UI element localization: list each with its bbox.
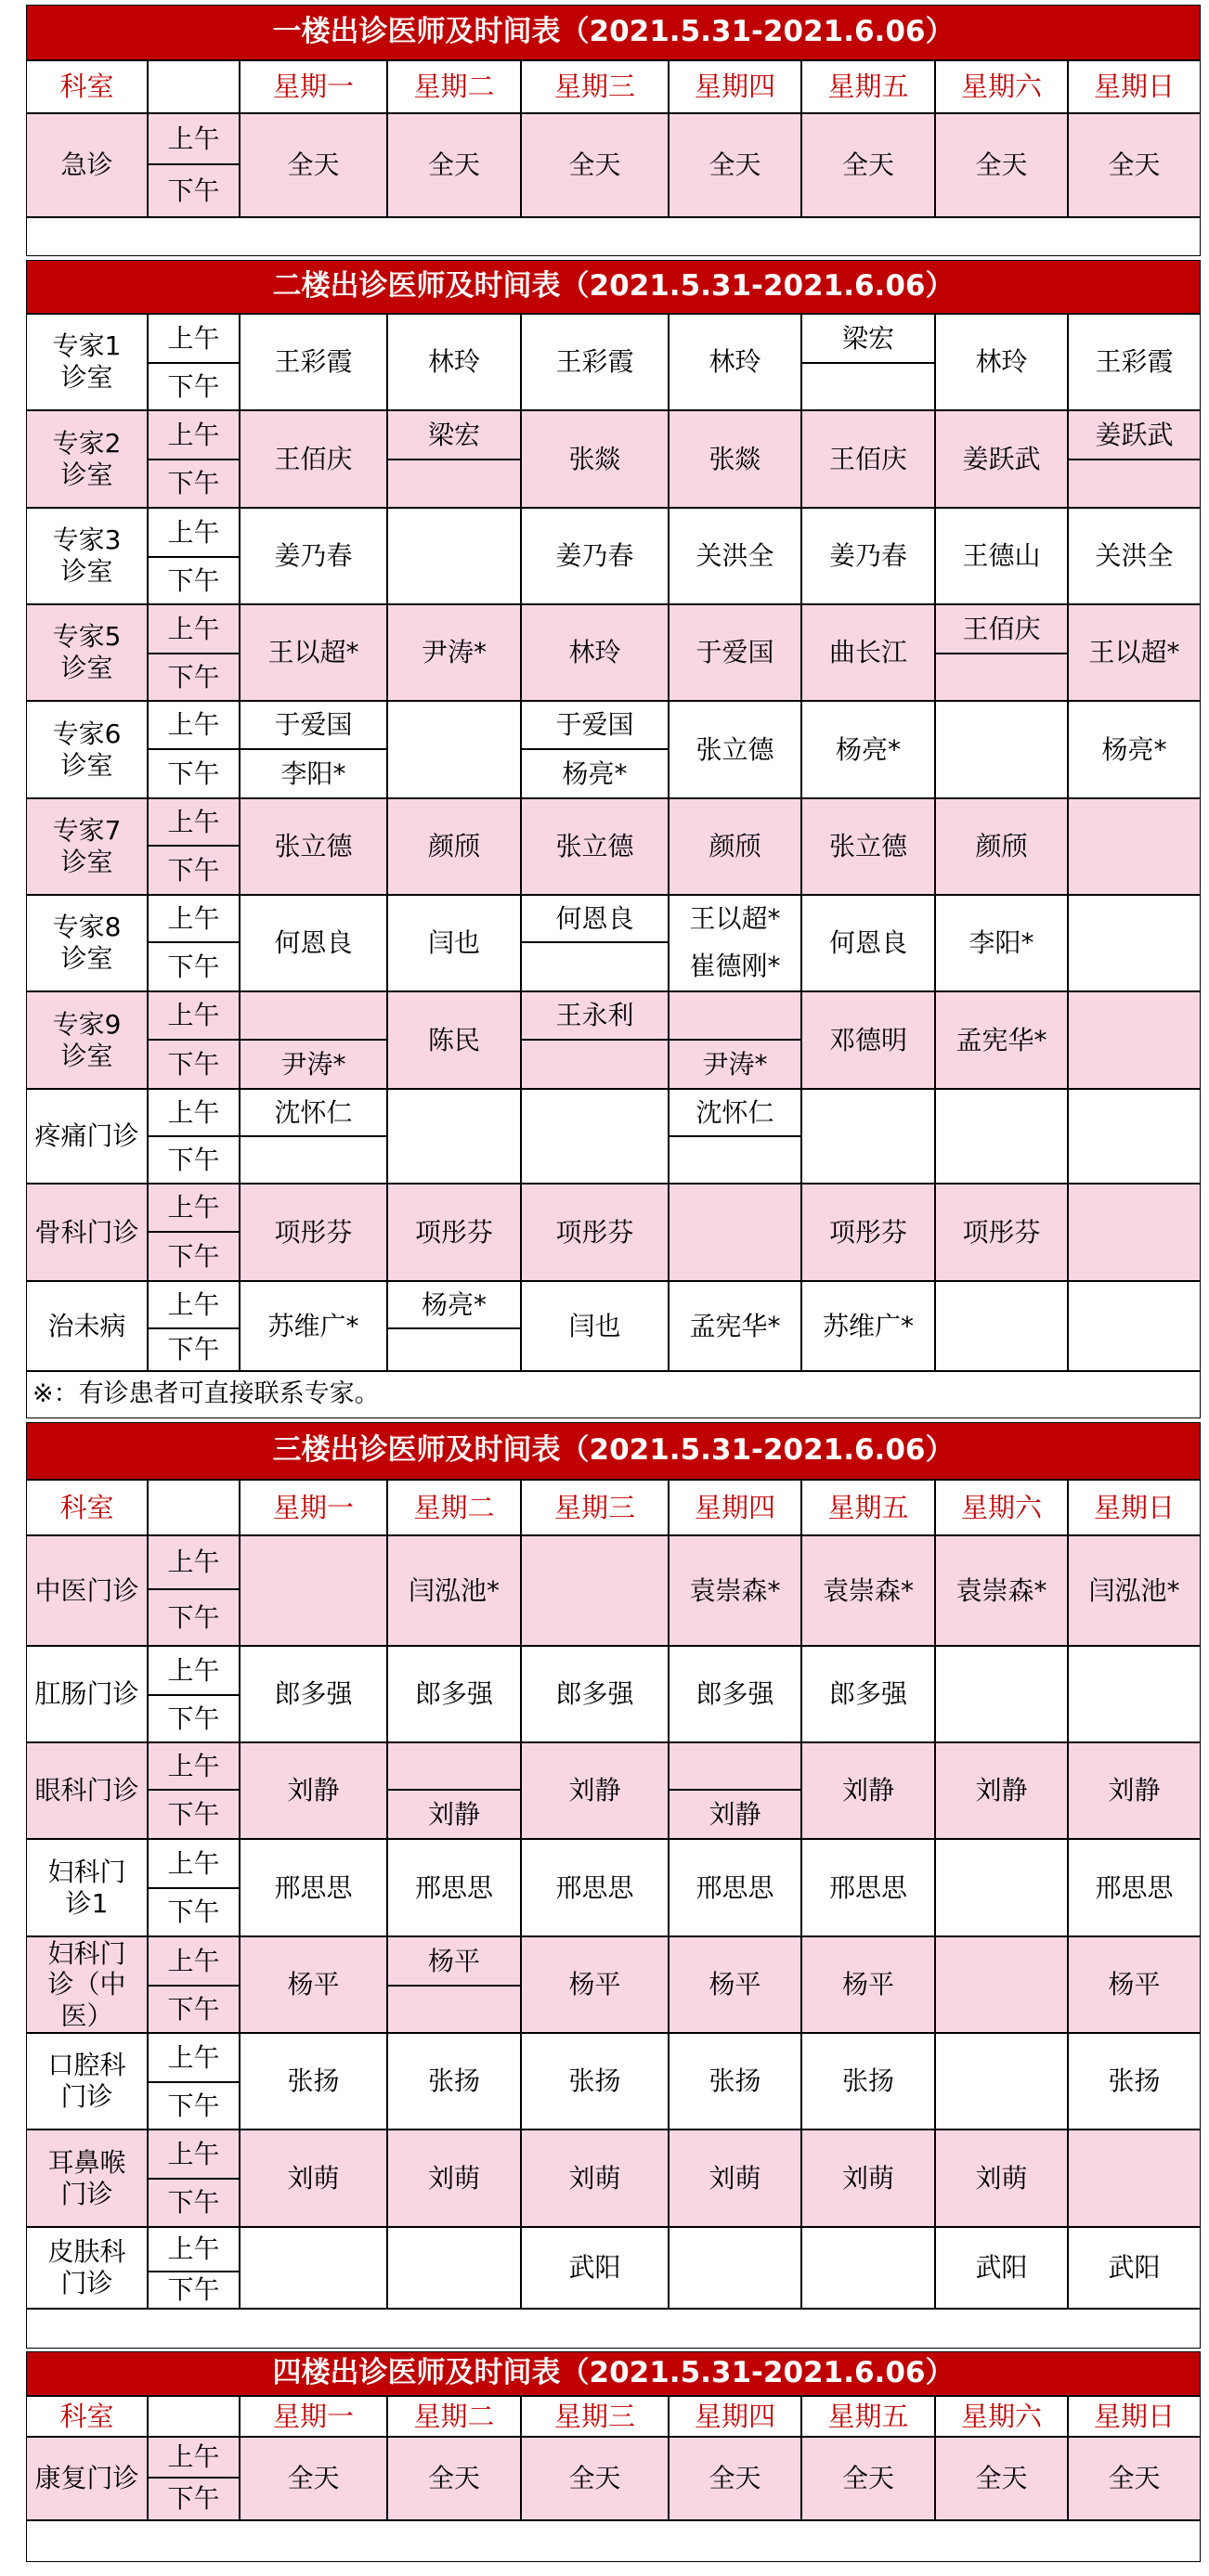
am-label: 上午: [148, 2129, 240, 2179]
dept-name: 专家5诊室: [26, 604, 148, 701]
dept-name: 疼痛门诊: [26, 1089, 148, 1184]
schedule-cell: 袁崇森*: [935, 1535, 1068, 1646]
header-blank: [148, 2396, 240, 2437]
section-gap: [26, 217, 1201, 256]
schedule-cell: 苏维广*: [240, 1281, 387, 1371]
schedule-slot-pm: [387, 1328, 521, 1371]
schedule-cell: 孟宪华*: [669, 1281, 801, 1371]
schedule-cell: [387, 508, 521, 604]
schedule-cell: 刘静: [1068, 1742, 1201, 1839]
schedule-cell: 邓德明: [801, 991, 935, 1089]
dept-name: 治未病: [26, 1281, 148, 1371]
am-label: 上午: [148, 410, 240, 460]
schedule-cell: 颜颀: [387, 798, 521, 895]
schedule-slot-pm: 李阳*: [240, 749, 387, 798]
schedule-cell: 全天: [801, 2437, 935, 2520]
schedule-cell: 全天: [387, 113, 521, 217]
dept-name: 专家9诊室: [26, 991, 148, 1089]
schedule-slot-am: 杨平: [387, 1936, 521, 1986]
am-label: 上午: [148, 1089, 240, 1136]
header-day: 星期五: [801, 1480, 935, 1535]
schedule-cell: 全天: [387, 2437, 521, 2520]
schedule-cell: 颜颀: [669, 798, 801, 895]
pm-label: 下午: [148, 1232, 240, 1281]
schedule-cell: 杨平: [240, 1936, 387, 2033]
schedule-cell: 刘静: [801, 1742, 935, 1839]
schedule-slot-pm: [1068, 460, 1201, 508]
schedule-slot-am: 姜跃武: [1068, 410, 1201, 460]
am-label: 上午: [148, 895, 240, 942]
schedule-cell: 郎多强: [669, 1646, 801, 1742]
header-day: 星期四: [669, 60, 801, 113]
header-day: 星期日: [1068, 60, 1201, 113]
schedule-cell: 武阳: [1068, 2227, 1201, 2309]
am-label: 上午: [148, 2437, 240, 2478]
schedule-cell: [935, 1281, 1068, 1371]
schedule-slot-pm: 尹涛*: [240, 1040, 387, 1089]
section-gap: [26, 2520, 1201, 2562]
schedule-slot-am: 杨亮*: [387, 1281, 521, 1328]
schedule-slot-am: 王以超*: [669, 895, 801, 942]
schedule-cell: 姜跃武: [935, 410, 1068, 508]
dept-name: 专家6诊室: [26, 701, 148, 798]
schedule-cell: [935, 701, 1068, 798]
header-dept: 科室: [26, 1480, 148, 1535]
schedule-cell: 郎多强: [240, 1646, 387, 1742]
header-day: 星期五: [801, 60, 935, 113]
pm-label: 下午: [148, 164, 240, 217]
schedule-cell: 张立德: [801, 798, 935, 895]
dept-name: 眼科门诊: [26, 1742, 148, 1839]
schedule-cell: 刘萌: [387, 2129, 521, 2227]
schedule-slot-pm: 杨亮*: [521, 749, 669, 798]
schedule-slot-pm: [801, 363, 935, 410]
pm-label: 下午: [148, 654, 240, 701]
schedule-slot-am: 何恩良: [521, 895, 669, 942]
pm-label: 下午: [148, 846, 240, 895]
pm-label: 下午: [148, 2082, 240, 2129]
pm-label: 下午: [148, 363, 240, 410]
schedule-cell: 林玲: [521, 604, 669, 701]
schedule-cell: [1068, 1281, 1201, 1371]
header-day: 星期六: [935, 1480, 1068, 1535]
schedule-cell: 全天: [801, 113, 935, 217]
schedule-cell: 王以超*: [1068, 604, 1201, 701]
dept-name: 专家2诊室: [26, 410, 148, 508]
schedule-cell: [240, 2227, 387, 2309]
schedule-cell: 陈民: [387, 991, 521, 1089]
schedule-cell: 全天: [240, 113, 387, 217]
am-label: 上午: [148, 798, 240, 846]
section-gap: [26, 2309, 1201, 2349]
schedule-cell: [1068, 895, 1201, 991]
schedule-slot-am: 于爱国: [521, 701, 669, 749]
header-day: 星期日: [1068, 2396, 1201, 2437]
schedule-cell: 项彤芬: [801, 1184, 935, 1281]
header-blank: [148, 1480, 240, 1535]
schedule-slot-am: [669, 991, 801, 1040]
pm-label: 下午: [148, 2478, 240, 2520]
schedule-cell: 全天: [1068, 113, 1201, 217]
schedule-slot-am: 王永利: [521, 991, 669, 1040]
schedule-cell: 姜乃春: [801, 508, 935, 604]
dept-name: 妇科门诊（中医）: [26, 1936, 148, 2033]
schedule-cell: [935, 1646, 1068, 1742]
schedule-cell: 张扬: [387, 2033, 521, 2129]
section-title: 三楼出诊医师及时间表（2021.5.31-2021.6.06）: [26, 1422, 1201, 1480]
schedule-cell: 刘萌: [935, 2129, 1068, 2227]
schedule-cell: 邢思思: [521, 1839, 669, 1936]
schedule-cell: 姜乃春: [521, 508, 669, 604]
schedule-cell: 武阳: [935, 2227, 1068, 2309]
am-label: 上午: [148, 701, 240, 749]
am-label: 上午: [148, 1742, 240, 1790]
schedule-cell: 何恩良: [801, 895, 935, 991]
header-day: 星期三: [521, 2396, 669, 2437]
schedule-cell: 王彩霞: [521, 314, 669, 410]
schedule-cell: [935, 1839, 1068, 1936]
schedule-cell: 杨平: [669, 1936, 801, 2033]
schedule-cell: 刘萌: [521, 2129, 669, 2227]
schedule-cell: 全天: [935, 2437, 1068, 2520]
pm-label: 下午: [148, 942, 240, 991]
schedule-slot-pm: [935, 654, 1068, 701]
schedule-cell: 全天: [669, 113, 801, 217]
schedule-cell: 全天: [521, 113, 669, 217]
schedule-cell: [669, 2227, 801, 2309]
schedule-cell: [801, 1089, 935, 1184]
am-label: 上午: [148, 2227, 240, 2272]
am-label: 上午: [148, 1535, 240, 1589]
pm-label: 下午: [148, 1986, 240, 2033]
dept-name: 骨科门诊: [26, 1184, 148, 1281]
schedule-slot-pm: [521, 1040, 669, 1089]
schedule-cell: 项彤芬: [521, 1184, 669, 1281]
am-label: 上午: [148, 1184, 240, 1232]
schedule-cell: 邢思思: [240, 1839, 387, 1936]
schedule-cell: 王德山: [935, 508, 1068, 604]
header-day: 星期五: [801, 2396, 935, 2437]
schedule-cell: 邢思思: [387, 1839, 521, 1936]
schedule-cell: [669, 1184, 801, 1281]
header-day: 星期六: [935, 2396, 1068, 2437]
header-blank: [148, 60, 240, 113]
schedule-cell: 武阳: [521, 2227, 669, 2309]
schedule-cell: 张立德: [521, 798, 669, 895]
pm-label: 下午: [148, 2179, 240, 2227]
schedule-slot-am: 沈怀仁: [240, 1089, 387, 1136]
schedule-slot-pm: [521, 942, 669, 991]
schedule-cell: [387, 1089, 521, 1184]
pm-label: 下午: [148, 1040, 240, 1089]
schedule-slot-pm: [387, 460, 521, 508]
schedule-cell: 全天: [240, 2437, 387, 2520]
schedule-cell: 刘萌: [669, 2129, 801, 2227]
schedule-slot-am: 梁宏: [801, 314, 935, 363]
schedule-cell: [935, 1936, 1068, 2033]
schedule-cell: 袁崇森*: [801, 1535, 935, 1646]
schedule-cell: 郎多强: [387, 1646, 521, 1742]
schedule-cell: 尹涛*: [387, 604, 521, 701]
schedule-cell: 项彤芬: [240, 1184, 387, 1281]
footnote: ※：有诊患者可直接联系专家。: [26, 1371, 1201, 1418]
schedule-cell: 王彩霞: [240, 314, 387, 410]
schedule-cell: 杨平: [801, 1936, 935, 2033]
schedule-cell: [521, 1535, 669, 1646]
schedule-cell: 全天: [935, 113, 1068, 217]
schedule-cell: [1068, 991, 1201, 1089]
am-label: 上午: [148, 1646, 240, 1695]
schedule-slot-am: 梁宏: [387, 410, 521, 460]
am-label: 上午: [148, 991, 240, 1040]
schedule-cell: 林玲: [387, 314, 521, 410]
schedule-cell: 颜颀: [935, 798, 1068, 895]
schedule-cell: 关洪全: [1068, 508, 1201, 604]
schedule-cell: 张燚: [669, 410, 801, 508]
schedule-cell: 杨亮*: [801, 701, 935, 798]
header-day: 星期三: [521, 60, 669, 113]
header-dept: 科室: [26, 2396, 148, 2437]
schedule-slot-am: [240, 991, 387, 1040]
schedule-cell: 张扬: [801, 2033, 935, 2129]
am-label: 上午: [148, 508, 240, 557]
am-label: 上午: [148, 1281, 240, 1328]
dept-name: 专家1诊室: [26, 314, 148, 410]
dept-name: 口腔科门诊: [26, 2033, 148, 2129]
dept-name: 专家7诊室: [26, 798, 148, 895]
header-day: 星期二: [387, 60, 521, 113]
schedule-cell: [1068, 1184, 1201, 1281]
schedule-cell: 闫泓池*: [387, 1535, 521, 1646]
schedule-cell: 刘静: [521, 1742, 669, 1839]
header-day: 星期二: [387, 2396, 521, 2437]
header-day: 星期一: [240, 60, 387, 113]
schedule-cell: 张扬: [669, 2033, 801, 2129]
schedule-cell: 闫也: [521, 1281, 669, 1371]
schedule-slot-pm: 崔德刚*: [669, 942, 801, 991]
schedule-cell: 张扬: [240, 2033, 387, 2129]
schedule-cell: [387, 2227, 521, 2309]
pm-label: 下午: [148, 1136, 240, 1184]
schedule-slot-am: 王佰庆: [935, 604, 1068, 654]
header-day: 星期一: [240, 2396, 387, 2437]
pm-label: 下午: [148, 1695, 240, 1742]
pm-label: 下午: [148, 1328, 240, 1371]
section-title: 二楼出诊医师及时间表（2021.5.31-2021.6.06）: [26, 260, 1201, 314]
dept-name: 急诊: [26, 113, 148, 217]
header-day: 星期日: [1068, 1480, 1201, 1535]
schedule-cell: 杨亮*: [1068, 701, 1201, 798]
schedule-cell: 孟宪华*: [935, 991, 1068, 1089]
header-day: 星期四: [669, 2396, 801, 2437]
schedule-cell: 林玲: [669, 314, 801, 410]
schedule-cell: 王以超*: [240, 604, 387, 701]
header-day: 星期六: [935, 60, 1068, 113]
schedule-cell: 曲长江: [801, 604, 935, 701]
schedule-cell: [801, 2227, 935, 2309]
dept-name: 专家3诊室: [26, 508, 148, 604]
schedule-slot-am: 于爱国: [240, 701, 387, 749]
schedule-slot-pm: 刘静: [669, 1790, 801, 1839]
schedule-cell: 于爱国: [669, 604, 801, 701]
schedule-cell: 杨平: [521, 1936, 669, 2033]
schedule-slot-am: 沈怀仁: [669, 1089, 801, 1136]
dept-name: 专家8诊室: [26, 895, 148, 991]
pm-label: 下午: [148, 557, 240, 604]
schedule-cell: 郎多强: [801, 1646, 935, 1742]
am-label: 上午: [148, 604, 240, 654]
section-title: 一楼出诊医师及时间表（2021.5.31-2021.6.06）: [26, 5, 1201, 60]
schedule-cell: [1068, 1089, 1201, 1184]
schedule-cell: 邢思思: [801, 1839, 935, 1936]
schedule-cell: 苏维广*: [801, 1281, 935, 1371]
dept-name: 妇科门诊1: [26, 1839, 148, 1936]
schedule-cell: 袁崇森*: [669, 1535, 801, 1646]
schedule-slot-pm: [387, 1986, 521, 2033]
schedule-cell: 全天: [521, 2437, 669, 2520]
am-label: 上午: [148, 113, 240, 164]
pm-label: 下午: [148, 1888, 240, 1936]
schedule-cell: [1068, 1646, 1201, 1742]
header-day: 星期三: [521, 1480, 669, 1535]
schedule-cell: 全天: [669, 2437, 801, 2520]
schedule-cell: 刘萌: [801, 2129, 935, 2227]
pm-label: 下午: [148, 749, 240, 798]
schedule-cell: 闫泓池*: [1068, 1535, 1201, 1646]
schedule-slot-am: [387, 1742, 521, 1790]
pm-label: 下午: [148, 460, 240, 508]
dept-name: 中医门诊: [26, 1535, 148, 1646]
am-label: 上午: [148, 2033, 240, 2082]
am-label: 上午: [148, 314, 240, 363]
schedule-cell: 李阳*: [935, 895, 1068, 991]
schedule-cell: 张燚: [521, 410, 669, 508]
dept-name: 康复门诊: [26, 2437, 148, 2520]
schedule-slot-pm: 尹涛*: [669, 1040, 801, 1089]
pm-label: 下午: [148, 1589, 240, 1646]
header-dept: 科室: [26, 60, 148, 113]
schedule-cell: 姜乃春: [240, 508, 387, 604]
schedule-cell: [387, 701, 521, 798]
pm-label: 下午: [148, 2272, 240, 2309]
schedule-cell: 关洪全: [669, 508, 801, 604]
schedule-cell: 闫也: [387, 895, 521, 991]
schedule-slot-am: [669, 1742, 801, 1790]
schedule-cell: 项彤芬: [935, 1184, 1068, 1281]
header-day: 星期一: [240, 1480, 387, 1535]
schedule-cell: 邢思思: [669, 1839, 801, 1936]
schedule-cell: [521, 1089, 669, 1184]
schedule-cell: 刘萌: [240, 2129, 387, 2227]
am-label: 上午: [148, 1936, 240, 1986]
schedule-cell: 郎多强: [521, 1646, 669, 1742]
schedule-cell: 何恩良: [240, 895, 387, 991]
schedule-slot-pm: 刘静: [387, 1790, 521, 1839]
schedule-cell: [1068, 2129, 1201, 2227]
header-day: 星期四: [669, 1480, 801, 1535]
schedule-cell: 邢思思: [1068, 1839, 1201, 1936]
am-label: 上午: [148, 1839, 240, 1888]
schedule-cell: 张立德: [669, 701, 801, 798]
schedule-cell: 王佰庆: [801, 410, 935, 508]
schedule-slot-pm: [669, 1136, 801, 1184]
dept-name: 肛肠门诊: [26, 1646, 148, 1742]
dept-name: 耳鼻喉门诊: [26, 2129, 148, 2227]
header-day: 星期二: [387, 1480, 521, 1535]
schedule-cell: 王彩霞: [1068, 314, 1201, 410]
schedule-cell: [240, 1535, 387, 1646]
schedule-cell: 王佰庆: [240, 410, 387, 508]
schedule-cell: [935, 1089, 1068, 1184]
schedule-cell: 全天: [1068, 2437, 1201, 2520]
dept-name: 皮肤科门诊: [26, 2227, 148, 2309]
section-title: 四楼出诊医师及时间表（2021.5.31-2021.6.06）: [26, 2351, 1201, 2396]
schedule-cell: 刘静: [935, 1742, 1068, 1839]
schedule-cell: 张扬: [1068, 2033, 1201, 2129]
schedule-cell: [935, 2033, 1068, 2129]
schedule-cell: 杨平: [1068, 1936, 1201, 2033]
schedule-cell: [1068, 798, 1201, 895]
schedule-cell: 刘静: [240, 1742, 387, 1839]
pm-label: 下午: [148, 1790, 240, 1839]
schedule-cell: 张扬: [521, 2033, 669, 2129]
schedule-cell: 林玲: [935, 314, 1068, 410]
schedule-cell: 张立德: [240, 798, 387, 895]
schedule-cell: 项彤芬: [387, 1184, 521, 1281]
schedule-slot-pm: [240, 1136, 387, 1184]
